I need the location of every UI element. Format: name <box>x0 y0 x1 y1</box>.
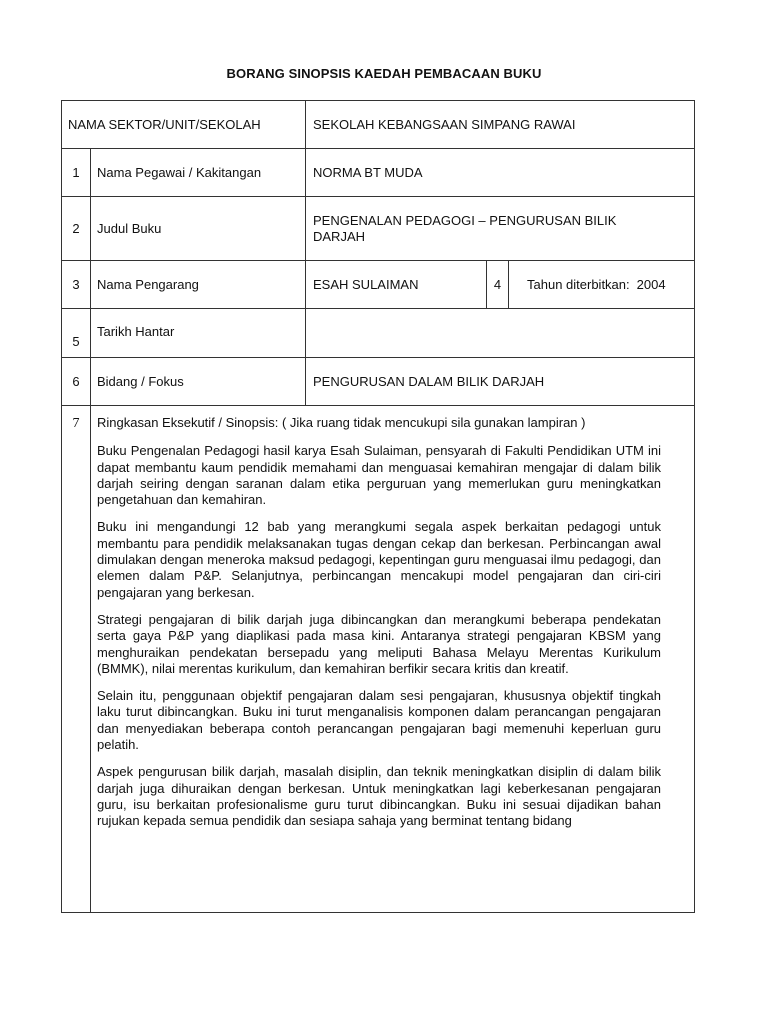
author-label: Nama Pengarang <box>97 276 199 292</box>
book-title-label: Judul Buku <box>97 220 162 236</box>
synopsis-paragraph: Aspek pengurusan bilik darjah, masalah disiplin, dan teknik meningkatkan disiplin di dalam bilik darjah juga dihuraikan dengan berkesan. Untuk meningkatkan lagi keberkesanan pengajaran guru, isu berkaitan profesionalisme guru turut dibincangkan. Buku ini sesuai dijadikan bahan rujukan kepada semua pendidik dan sesiapa sahaja yang berminat tentang bidang <box>97 764 661 829</box>
staff-name-label: Nama Pegawai / Kakitangan <box>97 164 262 180</box>
row-number: 7 <box>72 416 80 431</box>
row-number: 3 <box>72 276 80 292</box>
synopsis-paragraph: Buku ini mengandungi 12 bab yang merangkumi segala aspek berkaitan pedagogi untuk membantu para pendidik melaksanakan tugas dengan cekap dan berkesan. Perbincangan awal dimulakan dengan meneroka maksud pedagogi, kepentingan guru menguasai ilmu pedagogi, dan elemen dalam P&P. Selanjutnya, perbincangan mencakupi model pengajaran dan ciri-ciri pengajaran yang berkesan. <box>97 519 661 600</box>
sector-label: NAMA SEKTOR/UNIT/SEKOLAH <box>68 116 261 132</box>
author-value[interactable]: ESAH SULAIMAN <box>313 276 419 292</box>
row-divider <box>62 405 694 406</box>
year-number-divider <box>508 260 509 309</box>
row-number: 5 <box>72 334 80 349</box>
staff-name-value[interactable]: NORMA BT MUDA <box>313 164 423 180</box>
label-value-divider <box>305 101 306 406</box>
synopsis-paragraph: Strategi pengajaran di bilik darjah juga dibincangkan dan merangkumi beberapa pendekatan serta gaya P&P yang diaplikasi pada masa kini. Antaranya strategi pengajaran KBSM yang menghuraikan pendekatan bersepadu yang meliputi Bahasa Melayu Merentas Kurikulum (BMMK), nilai merentas kurikulum, dan kemahiran berfikir secara kritis dan kreatif. <box>97 611 661 676</box>
number-column-divider <box>90 148 91 912</box>
synopsis-form-table <box>61 100 695 913</box>
publication-year-value[interactable]: 2004 <box>636 276 666 292</box>
form-title: BORANG SINOPSIS KAEDAH PEMBACAAN BUKU <box>226 66 542 81</box>
row-number: 1 <box>72 164 80 180</box>
row-number: 6 <box>72 373 80 389</box>
synopsis-paragraph: Buku Pengenalan Pedagogi hasil karya Esah Sulaiman, pensyarah di Fakulti Pendidikan UTM ini dapat membantu kaum pendidik memahami dan menguasai kemahiran mengajar di dalam bilik darjah seiring dengan saranan dalam etika perguruan yang memerlukan guru meningkatkan pengetahuan dan kemahiran. <box>97 443 661 508</box>
book-title-value[interactable]: PENGENALAN PEDAGOGI – PENGURUSAN BILIK DARJAH <box>313 212 617 244</box>
row-number: 2 <box>72 220 80 236</box>
focus-area-label: Bidang / Fokus <box>97 373 184 389</box>
synopsis-paragraph: Selain itu, penggunaan objektif pengajaran dalam sesi pengajaran, khususnya objektif tingkah laku turut dibincangkan. Buku ini turut menganalisis komponen dalam perancangan pengajaran dan menyediakan beberapa contoh perancangan pengajaran bagi memenuhi keperluan guru pelatih. <box>97 688 661 753</box>
row-number: 4 <box>493 276 502 292</box>
publication-year-label: Tahun diterbitkan: <box>527 276 630 292</box>
sector-value[interactable]: SEKOLAH KEBANGSAAN SIMPANG RAWAI <box>313 116 576 132</box>
synopsis-heading: Ringkasan Eksekutif / Sinopsis: ( Jika ruang tidak mencukupi sila gunakan lampiran ) <box>97 415 586 430</box>
submission-date-label: Tarikh Hantar <box>97 324 175 339</box>
publication-year-field <box>527 261 666 308</box>
focus-area-value[interactable]: PENGURUSAN DALAM BILIK DARJAH <box>313 373 545 389</box>
submission-date-value[interactable] <box>313 309 689 355</box>
synopsis-area[interactable] <box>97 415 661 841</box>
